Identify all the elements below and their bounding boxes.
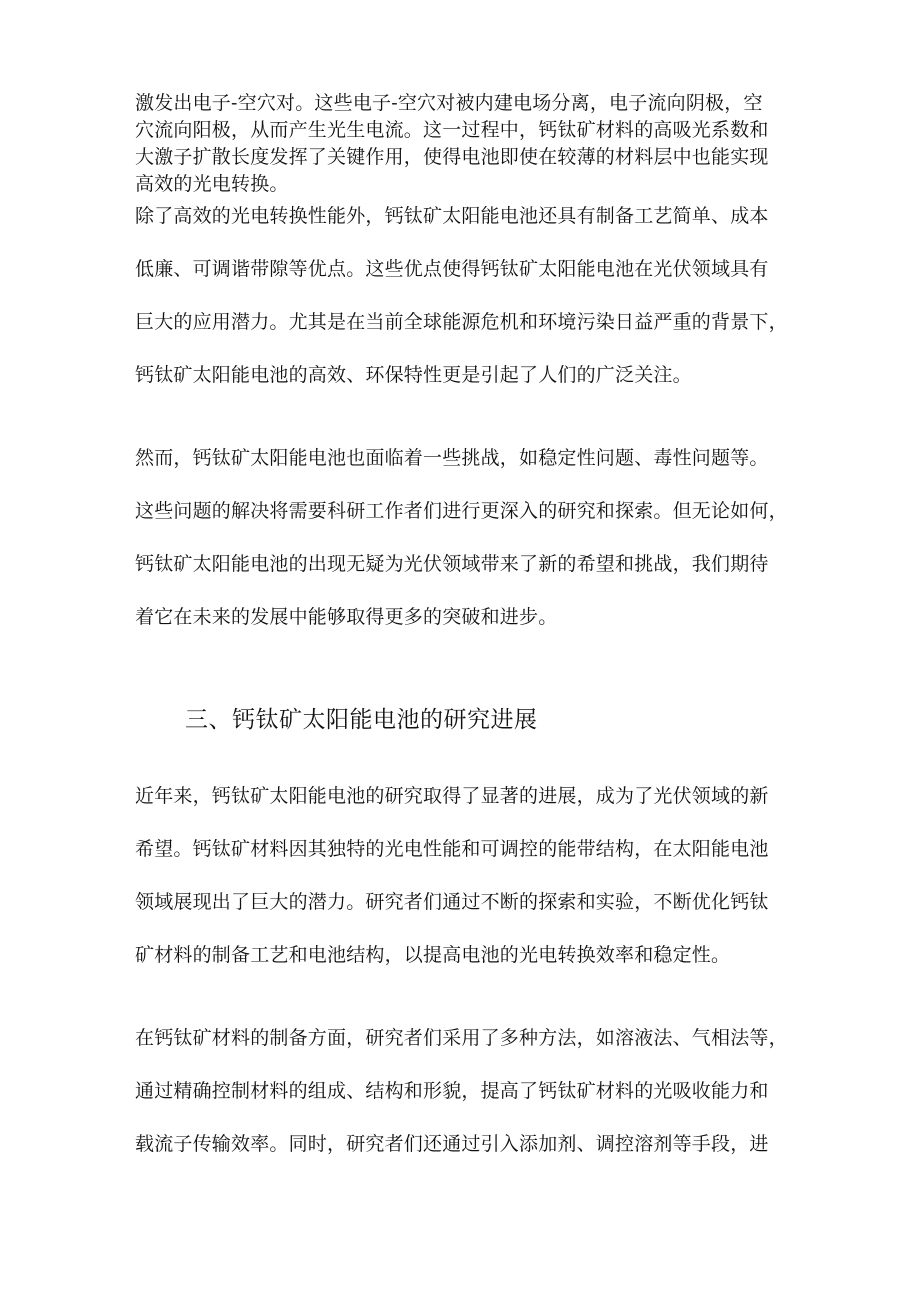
text-line: 在钙钛矿材料的制备方面，研究者们采用了多种方法，如溶液法、气相法等， (135, 1027, 788, 1049)
text-line: 着它在未来的发展中能够取得更多的突破和进步。 (135, 606, 558, 628)
paragraph-mechanism (135, 90, 795, 198)
text-line: 通过精确控制材料的组成、结构和形貌，提高了钙钛矿材料的光吸收能力和 (135, 1080, 769, 1102)
text-line: 激发出电子-空穴对。这些电子-空穴对被内建电场分离，电子流向阴极，空 (135, 92, 763, 114)
text-line: 载流子传输效率。同时，研究者们还通过引入添加剂、调控溶剂等手段，进 (135, 1133, 769, 1155)
paragraph-challenges (135, 432, 795, 644)
text-line: 然而，钙钛矿太阳能电池也面临着一些挑战，如稳定性问题、毒性问题等。 (135, 447, 769, 469)
paragraph-progress (135, 770, 795, 982)
section-heading: 三、钙钛矿太阳能电池的研究进展 (185, 707, 538, 733)
text-line: 这些问题的解决将需要科研工作者们进行更深入的研究和探索。但无论如何， (135, 500, 788, 522)
paragraph-advantages (135, 190, 795, 402)
paragraph-preparation (135, 1012, 795, 1171)
text-line: 希望。钙钛矿材料因其独特的光电性能和可调控的能带结构，在太阳能电池 (135, 838, 769, 860)
text-line: 领域展现出了巨大的潜力。研究者们通过不断的探索和实验，不断优化钙钛 (135, 891, 769, 913)
text-line: 钙钛矿太阳能电池的出现无疑为光伏领域带来了新的希望和挑战，我们期待 (135, 553, 769, 575)
text-line: 除了高效的光电转换性能外，钙钛矿太阳能电池还具有制备工艺简单、成本 (135, 205, 769, 227)
text-line: 高效的光电转换。 (135, 173, 289, 195)
text-line: 大激子扩散长度发挥了关键作用，使得电池即使在较薄的材料层中也能实现 (135, 146, 769, 168)
text-line: 低廉、可调谐带隙等优点。这些优点使得钙钛矿太阳能电池在光伏领域具有 (135, 258, 769, 280)
text-line: 近年来，钙钛矿太阳能电池的研究取得了显著的进展，成为了光伏领域的新 (135, 785, 769, 807)
text-line: 穴流向阳极，从而产生光生电流。这一过程中，钙钛矿材料的高吸光系数和 (135, 119, 769, 141)
text-line: 矿材料的制备工艺和电池结构，以提高电池的光电转换效率和稳定性。 (135, 944, 731, 966)
text-line: 钙钛矿太阳能电池的高效、环保特性更是引起了人们的广泛关注。 (135, 364, 692, 386)
text-line: 巨大的应用潜力。尤其是在当前全球能源危机和环境污染日益严重的背景下， (135, 311, 788, 333)
